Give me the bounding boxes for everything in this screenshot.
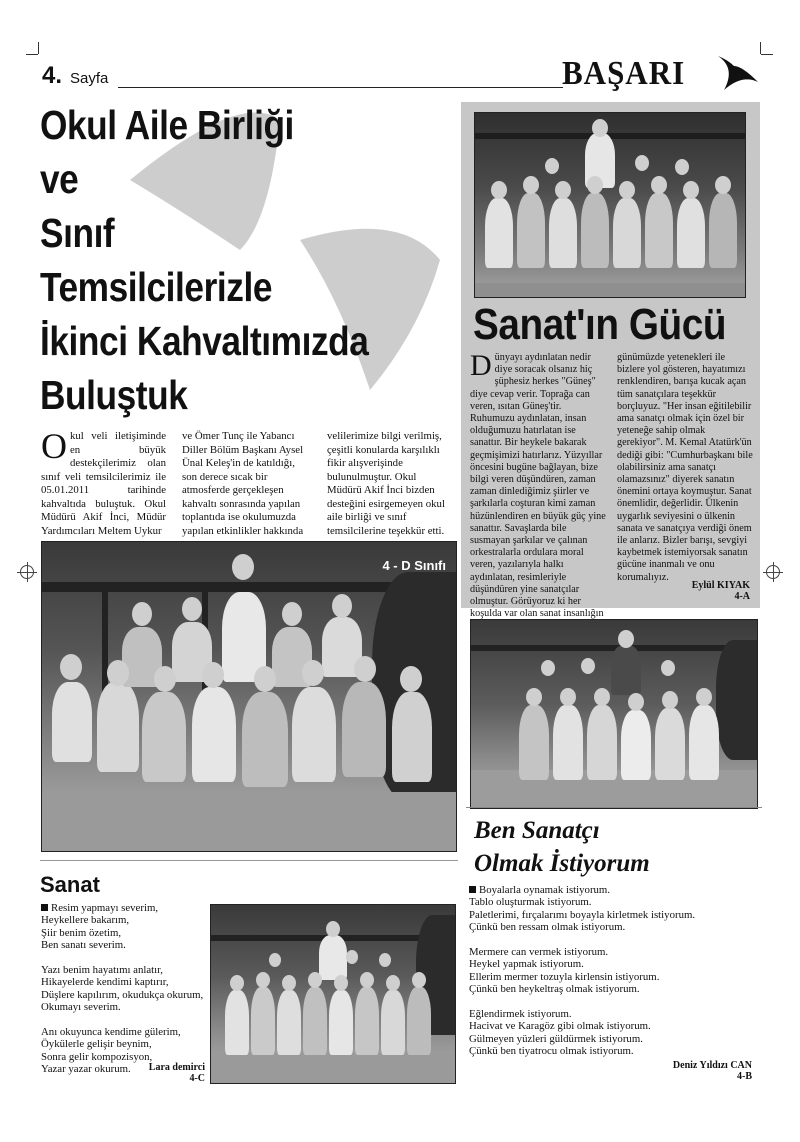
headline-line: İkinci Kahvaltımızda xyxy=(40,318,369,364)
article1-text: velilerimize bilgi verilmiş, çeşitli konularda karşılıklı fikir alışverişinde bulunulmuştur. Okul Müdürü Akif İnci bizden desteğini esirgemeyen okul aile birliği ve sınıf temsilcilerine teşekkür etti. xyxy=(327,430,445,537)
poem-line: Düşlere kapılırım, okudukça okurum, xyxy=(41,988,204,1001)
article1-column-1 xyxy=(41,426,166,538)
section-divider xyxy=(40,860,458,861)
article1-column-2 xyxy=(182,430,310,538)
sanat-gucu-title: Sanat'ın Gücü xyxy=(473,300,727,349)
registration-mark-icon xyxy=(20,565,34,579)
poem-line: Boyalarla oynamak istiyorum. xyxy=(469,884,759,896)
author-name: Lara demirci xyxy=(148,1062,205,1073)
headline-line: Okul Aile Birliği xyxy=(40,102,294,148)
class-photo-4d xyxy=(41,541,457,852)
poem-line xyxy=(469,996,759,1008)
page-number: 4. xyxy=(42,62,63,89)
poem-line: Sonra gelir kompozisyon, xyxy=(41,1050,153,1063)
poem-line: Okumayı severim. xyxy=(41,1001,121,1014)
headline xyxy=(40,98,401,422)
group-photo-4a xyxy=(474,112,746,298)
poem-line: Yazar yazar okurum. xyxy=(41,1063,131,1076)
sanat-poem xyxy=(41,902,211,1076)
headline-line: Temsilcilerizle xyxy=(40,264,273,310)
poem-line: Heykellere bakarım, xyxy=(41,914,130,927)
article2-text: ünyayı aydınlatan nedir diye soracak olsanız hiç şüphesiz herkes "Güneş" diye cevap verir. Toprağa can veren, ısıtan Güneş'tir. Ruhumuzu aydınlatan, insan olduğumuzu hatırlatan ise sanattır. Bir heykele bakarak geçmişimizi hatırlarız. Yüzyıllar öncesini bugüne bağlayan, bize bilgi veren düşündüren, zaman zaman dinlediğimiz şiirler ve şarkılarla coşturan kimi zaman hüzünlendiren en büyük güç yine sanattır. Savaşlarda bile susmayan şarkılar ve çalınan orkestralarla ordulara moral veren, yazılarıyla halkı aydınlatan, resimleriyle düşündüren yine sanatçılar olmuştur. Görüyoruz ki her koşulda var olan sanat insanlığın xyxy=(470,352,606,620)
crop-mark xyxy=(26,54,38,55)
poem-line: Çünkü ben tiyatrocu olmak istiyorum. xyxy=(469,1045,634,1058)
group-photo-4c xyxy=(210,904,456,1084)
poem-line: Yazı benim hayatımı anlatır, xyxy=(41,964,164,977)
poem-line: Eğlendirmek istiyorum. xyxy=(469,1008,572,1021)
dropcap: D xyxy=(470,349,492,382)
author-name: Eylül KIYAK xyxy=(691,580,750,591)
article3-signature xyxy=(620,1060,752,1082)
section-divider xyxy=(466,807,762,808)
headline-line: Sınıf xyxy=(40,210,115,256)
poem-line xyxy=(469,934,759,946)
poem-line xyxy=(41,952,211,964)
poem-line: Gülmeyen yüzleri güldürmek istiyorum. xyxy=(469,1032,643,1045)
article1-text: kul veli iletişiminde en büyük destekçilerimiz olan sınıf veli temsilcilerimiz ile 05.01.2011 tarihinde kahvaltıda buluştuk. Okul Müdürü Akif İnci, Müdür Yardımcıları Meltem Uykur xyxy=(41,430,166,537)
logo: BAŞARI xyxy=(562,53,686,92)
bullet-square-icon xyxy=(41,904,48,911)
photo-caption: 4 - D Sınıfı xyxy=(382,558,446,573)
page-word: Sayfa xyxy=(70,70,109,87)
poem-line: Heykel yapmak istiyorum. xyxy=(469,958,584,971)
crop-mark xyxy=(761,54,773,55)
header-rule xyxy=(118,87,563,88)
poem-line: Çünkü ben ressam olmak istiyorum. xyxy=(469,921,626,934)
poem-line: Hikayelerde kendimi kaptırır, xyxy=(41,976,169,989)
bullet-square-icon xyxy=(469,886,476,893)
article4-signature xyxy=(110,1062,205,1084)
registration-mark-icon xyxy=(766,565,780,579)
poem-line xyxy=(41,1014,211,1026)
article2-column-2 xyxy=(617,352,753,584)
poem-line: Resim yapmayı severim, xyxy=(41,902,211,914)
author-name: Deniz Yıldızı CAN xyxy=(672,1060,752,1071)
poem-line: Ellerim mermer tozuyla kirlensin istiyorum. xyxy=(469,970,660,983)
article1-column-3 xyxy=(327,430,452,538)
poem-line: Anı okuyunca kendime gülerim, xyxy=(41,1026,181,1039)
ben-sanatci-title-line-1: Ben Sanatçı xyxy=(474,817,600,844)
article2-text: günümüzde yetenekleri ile bizlere yol gösteren, hayatımızı renklendiren, barışa kucak açan tüm sanatçılara teşekkür borçluyuz. "Her insan eğitilebilir ama sanatçı olmak için özel bir yeteneğe sahip olmak gerekiyor". M. Kemal Atatürk'ün dediği gibi: "Cumhurbaşkanı bile olabilirsiniz ama sanatçı olamazsınız" diyerek sanatın önemini ortaya koymuştur. Sanat önemlidir, değerlidir. Ülkenin uygarlık seviyesini o ülkenin sanata ve sanatçıya verdiği önem ile anlarız. Bizler barışı, sevgiyi kaybetmek istemiyorsak sanatın gücüne inanmalı ve onu korumalıyız. xyxy=(617,352,753,583)
poem-line: Paletlerimi, fırçalarımı boyayla kirletmek istiyorum. xyxy=(469,908,696,921)
poem-line: Şiir benim özetim, xyxy=(41,926,122,939)
poem-line: Çünkü ben heykeltraş olmak istiyorum. xyxy=(469,983,640,996)
poem-line: Hacivat ve Karagöz gibi olmak istiyorum. xyxy=(469,1020,651,1033)
article2-signature xyxy=(620,580,750,602)
ben-sanatci-title-line-2: Olmak İstiyorum xyxy=(474,850,650,877)
sanat-poem-title: Sanat xyxy=(40,872,100,897)
poem-line: Öykülerle gelişir beynim, xyxy=(41,1038,152,1051)
poem-line: Tablo oluşturmak istiyorum. xyxy=(469,896,592,909)
poem-line: Mermere can vermek istiyorum. xyxy=(469,946,609,959)
poem-line: Ben sanatı severim. xyxy=(41,939,126,952)
group-photo-4b xyxy=(470,619,758,809)
author-class: 4-C xyxy=(189,1073,205,1084)
article2-column-1 xyxy=(470,349,608,645)
ben-sanatci-poem xyxy=(469,884,759,1058)
author-class: 4-A xyxy=(734,591,750,602)
logo-swoosh-icon xyxy=(712,52,762,94)
dropcap: O xyxy=(41,426,67,466)
crop-mark xyxy=(38,42,39,54)
headline-line: ve xyxy=(40,156,79,202)
article1-text: ve Ömer Tunç ile Yabancı Diller Bölüm Başkanı Aysel Ünal Keleş'in de katıldığı, son derece sıcak bir atmosferde gerçekleşen kahvaltı sonrasında yapılan toplantıda ise okulumuzda yapılan etkinlikler hakkında xyxy=(182,430,304,537)
headline-line: Buluştuk xyxy=(40,372,188,418)
author-class: 4-B xyxy=(737,1071,752,1082)
